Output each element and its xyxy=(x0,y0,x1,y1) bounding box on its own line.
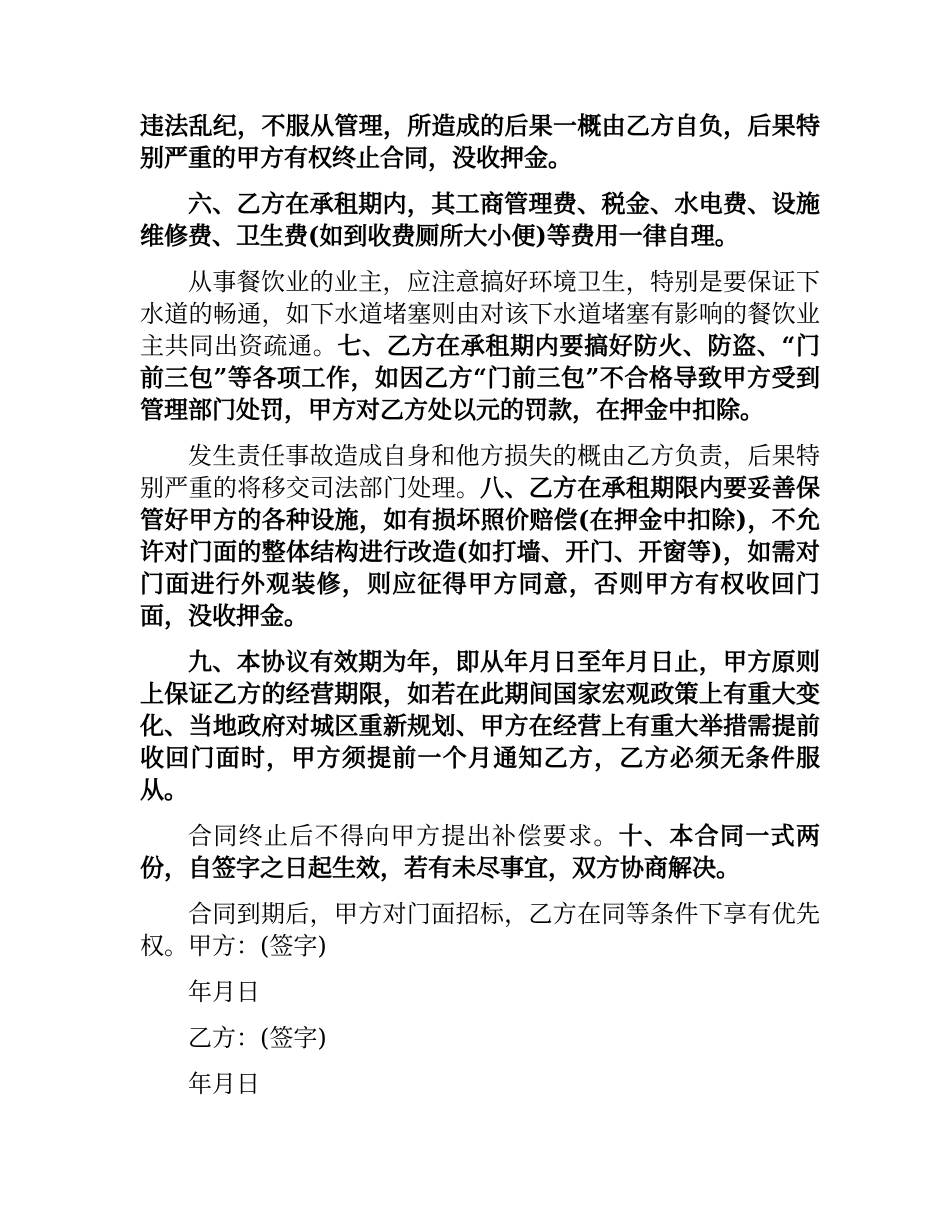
paragraph-priority-right xyxy=(140,898,820,962)
liability-note-text: 发生责任事故造成自身和他方损失的概由乙方负责，后果特别严重的将移交司法部门处理。 xyxy=(140,442,820,502)
clause-5-text: 违法乱纪，不服从管理，所造成的后果一概由乙方自负，后果特别严重的甲方有权终止合同，没收押金。 xyxy=(140,111,820,172)
paragraph-clause-7 xyxy=(140,266,820,426)
paragraph-clause-5-end xyxy=(140,110,820,174)
hygiene-note-text: 从事餐饮业的业主，应注意搞好环境卫生，特别是要保证下水道的畅通，如下水道堵塞则由对该下水道堵塞有影响的餐饮业主共同出资疏通。 xyxy=(140,268,820,360)
priority-right-text: 合同到期后，甲方对门面招标，乙方在同等条件下享有优先权。甲方：(签字) xyxy=(140,900,820,960)
termination-note-text: 合同终止后不得向甲方提出补偿要求。 xyxy=(188,822,619,850)
paragraph-clause-9 xyxy=(140,646,820,806)
clause-8-text: 八、乙方在承租期限内要妥善保管好甲方的各种设施，如有损坏照价赔偿(在押金中扣除)，不允许对门面的整体结构进行改造(如打墙、开门、开窗等)，如需对门面进行外观装修，则应征得甲方同意，否则甲方有权收回门面，没收押金。 xyxy=(140,473,821,630)
signature-party-b: 乙方：(签字) xyxy=(188,1024,327,1052)
clause-7-text: 七、乙方在承租期内要搞好防火、防盗、“门前三包”等各项工作，如因乙方“门前三包”不合格导致甲方受到管理部门处罚，甲方对乙方处以元的罚款，在押金中扣除。 xyxy=(140,331,820,424)
signature-date-party-b: 年月日 xyxy=(188,1070,260,1098)
paragraph-clause-8 xyxy=(140,440,820,632)
paragraph-clause-10 xyxy=(140,820,820,884)
clause-9-text: 九、本协议有效期为年，即从年月日至年月日止，甲方原则上保证乙方的经营期限，如若在此期间国家宏观政策上有重大变化、当地政府对城区重新规划、甲方在经营上有重大举措需提前收回门面时，甲方须提前一个月通知乙方，乙方必须无条件服从。 xyxy=(140,647,820,804)
paragraph-clause-6 xyxy=(140,188,820,252)
document-body xyxy=(140,110,820,1114)
signature-date-party-a: 年月日 xyxy=(188,978,260,1006)
clause-10-text: 十、本合同一式两份，自签字之日起生效，若有未尽事宜，双方协商解决。 xyxy=(140,821,821,882)
clause-6-text: 六、乙方在承租期内，其工商管理费、税金、水电费、设施维修费、卫生费(如到收费厕所大小便)等费用一律自理。 xyxy=(140,189,820,250)
